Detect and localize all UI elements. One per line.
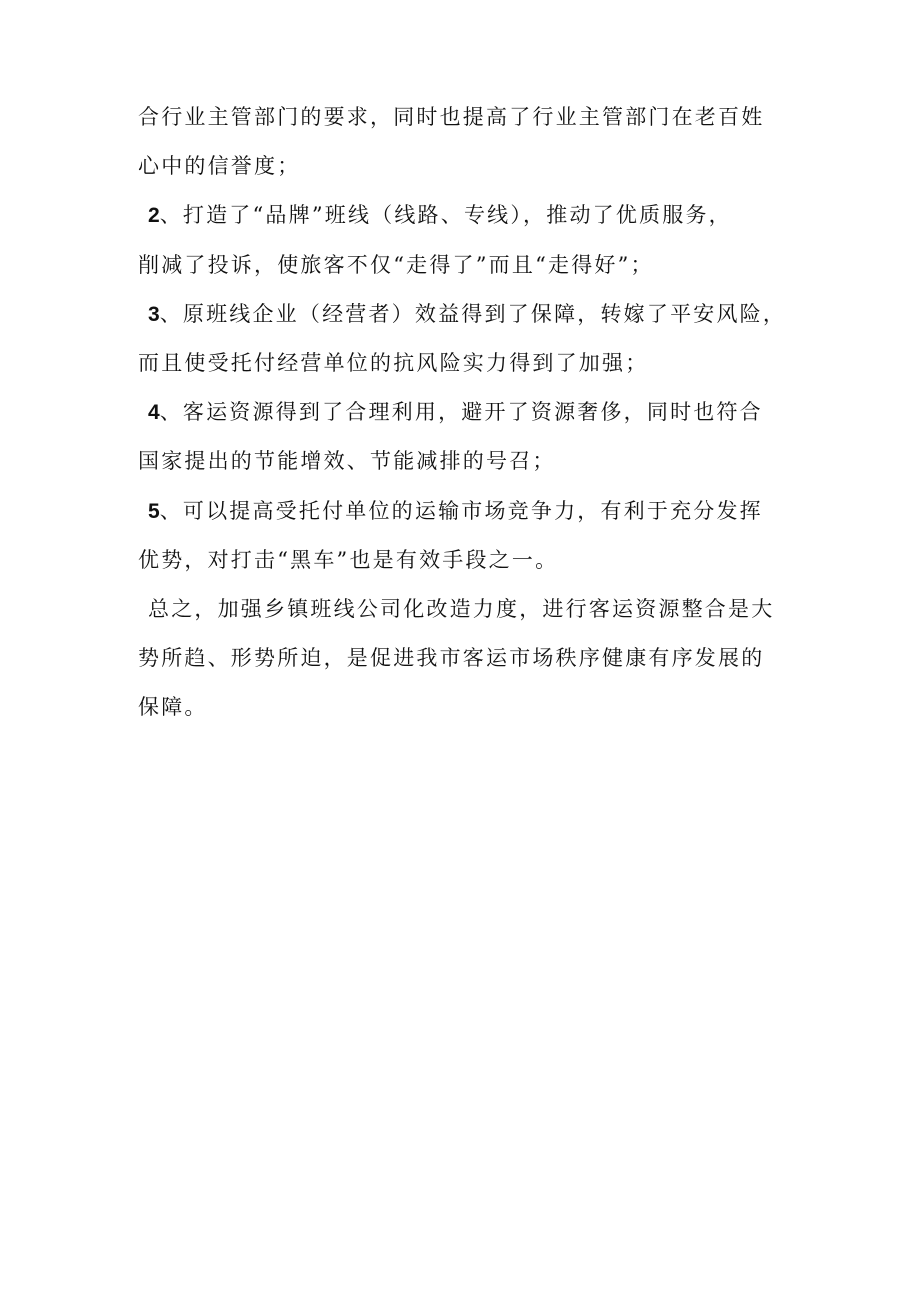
- summary-line-3: 保障。: [138, 695, 208, 720]
- document-body: [138, 104, 788, 743]
- text-line-2: 心中的信誉度；: [138, 154, 301, 179]
- list-item-3-line-2: 而且使受托付经营单位的抗风险实力得到了加强；: [138, 350, 649, 375]
- list-item-5-line-1: 5、可以提高受托付单位的运输市场竞争力，有利于充分发挥: [148, 498, 763, 523]
- list-item-4-line-2: 国家提出的节能增效、节能减排的号召；: [138, 449, 556, 474]
- list-number: 3: [148, 302, 160, 326]
- list-item-2-line-1: 2、打造了“品牌”班线（线路、专线），推动了优质服务，: [148, 203, 732, 228]
- list-item-4-line-1: 4、客运资源得到了合理利用，避开了资源奢侈，同时也符合: [148, 400, 763, 425]
- list-number: 5: [148, 499, 160, 523]
- list-item-3-line-1: 3、原班线企业（经营者）效益得到了保障，转嫁了平安风险，: [148, 301, 787, 326]
- summary-line-1: 总之，加强乡镇班线公司化改造力度，进行客运资源整合是大: [148, 596, 775, 621]
- summary-line-2: 势所趋、形势所迫，是促进我市客运市场秩序健康有序发展的: [138, 646, 765, 671]
- list-item-2-line-2: 削减了投诉，使旅客不仅“走得了”而且“走得好”；: [138, 252, 654, 277]
- list-number: 4: [148, 401, 160, 425]
- list-number: 2: [148, 204, 160, 228]
- text-line-1: 合行业主管部门的要求，同时也提高了行业主管部门在老百姓: [138, 105, 765, 129]
- list-item-5-line-2: 优势，对打击“黑车”也是有效手段之一。: [138, 547, 559, 572]
